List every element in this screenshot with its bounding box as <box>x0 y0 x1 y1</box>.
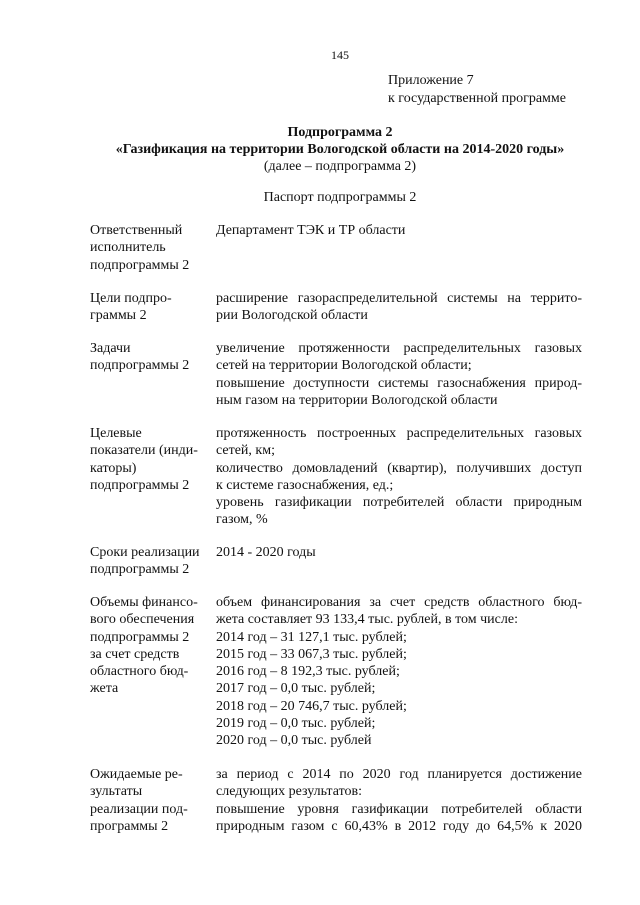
value-line: сетей на территории Вологодской области; <box>216 358 472 374</box>
value-line: природным газом с 60,43% в 2012 году до 64,5% к 2020 <box>216 818 582 834</box>
value-line: 2019 год – 0,0 тыс. рублей; <box>216 716 376 732</box>
value-line: за период с 2014 по 2020 год планируется достижение <box>216 767 582 782</box>
label-line: подпрограммы 2 <box>90 629 190 645</box>
row-label <box>90 340 216 425</box>
label-line: жета <box>90 681 119 697</box>
label-line: зультаты <box>90 784 143 800</box>
value-line: повышение доступности системы газоснабжения природ- <box>216 375 582 391</box>
label-line: программы 2 <box>90 818 169 834</box>
row-value <box>216 340 582 425</box>
label-line: Объемы финансо- <box>90 595 198 610</box>
value-line: увеличение протяженности распределительных газовых <box>216 341 582 356</box>
label-line: Задачи <box>90 341 131 356</box>
value-line: рии Вологодской области <box>216 308 368 324</box>
label-line: за счет средств <box>90 646 180 662</box>
row-indicators <box>90 425 582 544</box>
row-responsible <box>90 222 582 290</box>
label-line: подпрограммы 2 <box>90 257 190 273</box>
label-line: реализации под- <box>90 801 188 817</box>
value-line: Департамент ТЭК и ТР области <box>216 223 406 238</box>
value-line: следующих результатов: <box>216 784 363 800</box>
value-line: жета составляет 93 133,4 тыс. рублей, в том числе: <box>216 612 518 628</box>
label-line: подпрограммы 2 <box>90 477 190 493</box>
appendix-note <box>388 72 566 108</box>
row-goals <box>90 290 582 340</box>
row-value <box>216 425 582 544</box>
value-line: 2014 год – 31 127,1 тыс. рублей; <box>216 629 407 645</box>
row-value <box>216 222 582 290</box>
row-value <box>216 544 582 594</box>
row-value <box>216 290 582 340</box>
value-line: количество домовладений (квартир), получивших доступ <box>216 460 582 476</box>
label-line: подпрограммы 2 <box>90 562 190 578</box>
label-line: Сроки реализации <box>90 545 200 560</box>
value-line: расширение газораспределительной системы на террито- <box>216 291 582 306</box>
document-title-block <box>0 124 640 175</box>
label-line: подпрограммы 2 <box>90 358 190 374</box>
label-line: показатели (инди- <box>90 443 198 459</box>
row-financing <box>90 594 582 766</box>
value-line: к системе газоснабжения, ед.; <box>216 477 394 493</box>
page-number: 145 <box>331 48 349 62</box>
value-line: 2014 - 2020 годы <box>216 545 316 560</box>
row-label <box>90 594 216 766</box>
label-line: граммы 2 <box>90 308 147 324</box>
row-label <box>90 544 216 594</box>
row-label <box>90 425 216 544</box>
row-results <box>90 766 582 838</box>
row-tasks <box>90 340 582 425</box>
value-line: 2016 год – 8 192,3 тыс. рублей; <box>216 664 400 680</box>
value-line: 2015 год – 33 067,3 тыс. рублей; <box>216 646 407 662</box>
document-title: Подпрограмма 2 <box>287 125 393 140</box>
value-line: протяженность построенных распределительных газовых <box>216 426 582 441</box>
value-line: сетей, км; <box>216 443 275 459</box>
row-label <box>90 222 216 290</box>
appendix-line: к государственной программе <box>388 91 566 106</box>
passport-table <box>90 222 582 838</box>
document-subtitle: «Газификация на территории Вологодской области на 2014-2020 годы» <box>115 142 565 157</box>
row-label <box>90 290 216 340</box>
row-timeline <box>90 544 582 594</box>
label-line: Ожидаемые ре- <box>90 767 183 782</box>
row-value <box>216 594 582 766</box>
value-line: объем финансирования за счет средств областного бюд- <box>216 595 582 610</box>
value-line: 2020 год – 0,0 тыс. рублей <box>216 733 372 749</box>
label-line: вого обеспечения <box>90 612 195 628</box>
row-label <box>90 766 216 838</box>
value-line: 2018 год – 20 746,7 тыс. рублей; <box>216 698 407 714</box>
label-line: областного бюд- <box>90 664 189 680</box>
document-note: (далее – подпрограмма 2) <box>263 159 417 174</box>
value-line: уровень газификации потребителей области природным <box>216 495 582 511</box>
label-line: Цели подпро- <box>90 291 172 306</box>
value-line: повышение уровня газификации потребителей области <box>216 801 582 817</box>
label-line: Ответственный <box>90 223 183 238</box>
row-value <box>216 766 582 838</box>
passport-title: Паспорт подпрограммы 2 <box>263 190 417 205</box>
value-line: газом, % <box>216 512 268 528</box>
label-line: каторы) <box>90 460 137 476</box>
value-line: 2017 год – 0,0 тыс. рублей; <box>216 681 376 697</box>
appendix-line: Приложение 7 <box>388 73 474 88</box>
value-line: ным газом на территории Вологодской области <box>216 392 498 408</box>
label-line: исполнитель <box>90 240 166 256</box>
label-line: Целевые <box>90 426 142 441</box>
